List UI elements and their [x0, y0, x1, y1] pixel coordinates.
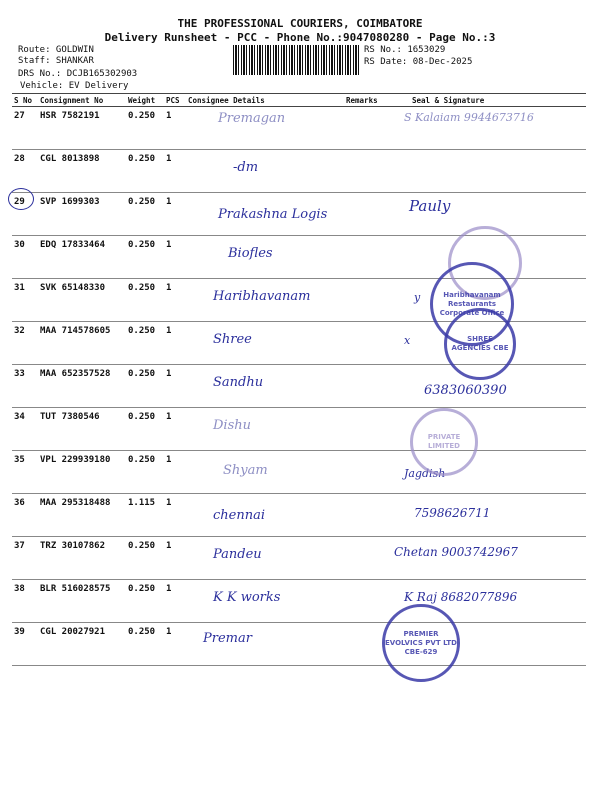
weight: 0.250: [126, 537, 164, 580]
col-pcs: PCS: [164, 94, 186, 107]
col-weight: Weight: [126, 94, 164, 107]
table-header: [12, 94, 586, 107]
col-consignment: Consignment No: [38, 94, 126, 107]
consignee-handwriting: Shree: [213, 332, 252, 347]
pcs: 1: [164, 322, 186, 365]
weight: 0.250: [126, 150, 164, 193]
consignee-handwriting: Premar: [203, 631, 252, 646]
table-row: [12, 537, 586, 580]
shree-agencies-stamp: SHREE AGENCIES CBE: [444, 308, 516, 380]
rs-no: RS No.: 1653029: [364, 45, 446, 55]
consignment-no: BLR 516028575: [38, 580, 126, 623]
signature: x: [404, 334, 411, 347]
table-row: [12, 580, 586, 623]
weight: 0.250: [126, 408, 164, 451]
pcs: 1: [164, 150, 186, 193]
consignee-handwriting: K K works: [213, 590, 281, 605]
weight: 0.250: [126, 623, 164, 666]
consignment-no: VPL 229939180: [38, 451, 126, 494]
consignment-no: HSR 7582191: [38, 107, 126, 150]
consignment-no: SVP 1699303: [38, 193, 126, 236]
table-row: [12, 451, 586, 494]
pcs: 1: [164, 193, 186, 236]
sno: 30: [12, 236, 38, 279]
sno: 36: [12, 494, 38, 537]
pcs: 1: [164, 365, 186, 408]
sno: 35: [12, 451, 38, 494]
sno: 34: [12, 408, 38, 451]
pcs: 1: [164, 580, 186, 623]
table-row: [12, 107, 586, 150]
barcode-icon: [233, 45, 361, 75]
sno: 39: [12, 623, 38, 666]
table-row: [12, 623, 586, 666]
consignee-handwriting: Haribhavanam: [213, 289, 311, 304]
weight: 0.250: [126, 236, 164, 279]
pcs: 1: [164, 494, 186, 537]
sno: 32: [12, 322, 38, 365]
sno: 28: [12, 150, 38, 193]
weight: 1.115: [126, 494, 164, 537]
consignee-handwriting: chennai: [213, 508, 265, 523]
sno: 37: [12, 537, 38, 580]
weight: 0.250: [126, 279, 164, 322]
sno: 33: [12, 365, 38, 408]
drs-no: DRS No.: DCJB165302903: [18, 69, 138, 79]
col-sno: S No: [12, 94, 38, 107]
signature: y: [414, 291, 421, 304]
consignee-handwriting: Sandhu: [213, 375, 264, 390]
vehicle: Vehicle: EV Delivery: [20, 81, 129, 91]
col-consignee: Consignee Details: [186, 94, 344, 107]
signature: Jagdish: [404, 467, 446, 480]
weight: 0.250: [126, 193, 164, 236]
consignment-no: MAA 652357528: [38, 365, 126, 408]
weight: 0.250: [126, 451, 164, 494]
staff: Staff: SHANKAR: [18, 56, 94, 66]
col-remarks: Remarks: [344, 94, 392, 107]
pcs: 1: [164, 408, 186, 451]
consignment-no: CGL 8013898: [38, 150, 126, 193]
signature: S Kalaiam 9944673716: [404, 111, 534, 124]
col-signature: Seal & Signature: [392, 94, 586, 107]
private-limited-stamp: PRIVATE LIMITED: [410, 408, 478, 476]
sno: 29: [12, 193, 38, 236]
pcs: 1: [164, 451, 186, 494]
rs-date: RS Date: 08-Dec-2025: [364, 57, 473, 67]
premier-evolvics-stamp: PREMIER EVOLVICS PVT LTD CBE-629: [382, 604, 460, 682]
signature: 6383060390: [424, 383, 507, 398]
route: Route: GOLDWIN: [18, 45, 94, 55]
sno: 31: [12, 279, 38, 322]
signature: Pauly: [409, 197, 451, 215]
consignee-handwriting: Dishu: [213, 418, 251, 433]
consignee-handwriting: Prakashna Logis: [218, 207, 328, 222]
consignee-handwriting: Pandeu: [213, 547, 262, 562]
pcs: 1: [164, 537, 186, 580]
pcs: 1: [164, 623, 186, 666]
circled-row-mark-icon: [8, 188, 34, 210]
runsheet-table: [12, 93, 586, 666]
signature: Chetan 9003742967: [394, 545, 518, 559]
runsheet-subtitle: Delivery Runsheet - PCC - Phone No.:9047080280 - Page No.:3: [104, 31, 496, 44]
consignment-no: CGL 20027921: [38, 623, 126, 666]
sno: 38: [12, 580, 38, 623]
consignee-handwriting: Premagan: [218, 111, 286, 126]
pcs: 1: [164, 279, 186, 322]
consignee-handwriting: -dm: [233, 160, 259, 175]
consignment-no: MAA 295318488: [38, 494, 126, 537]
consignment-no: EDQ 17833464: [38, 236, 126, 279]
weight: 0.250: [126, 365, 164, 408]
signature: 7598626711: [414, 506, 491, 520]
company-title: THE PROFESSIONAL COURIERS, COIMBATORE: [177, 17, 423, 30]
weight: 0.250: [126, 322, 164, 365]
weight: 0.250: [126, 580, 164, 623]
consignment-no: TRZ 30107862: [38, 537, 126, 580]
table-row: [12, 408, 586, 451]
consignee-handwriting: Shyam: [223, 463, 268, 478]
consignment-no: SVK 65148330: [38, 279, 126, 322]
table-row: [12, 150, 586, 193]
pcs: 1: [164, 107, 186, 150]
table-row: [12, 494, 586, 537]
haribhavanam-stamp: Haribhavanam Restaurants Corporate Office: [430, 262, 514, 346]
consignment-no: MAA 714578605: [38, 322, 126, 365]
consignee-handwriting: Biofles: [228, 246, 273, 261]
signature: K Raj 8682077896: [404, 590, 518, 604]
pcs: 1: [164, 236, 186, 279]
consignment-no: TUT 7380546: [38, 408, 126, 451]
sno: 27: [12, 107, 38, 150]
weight: 0.250: [126, 107, 164, 150]
